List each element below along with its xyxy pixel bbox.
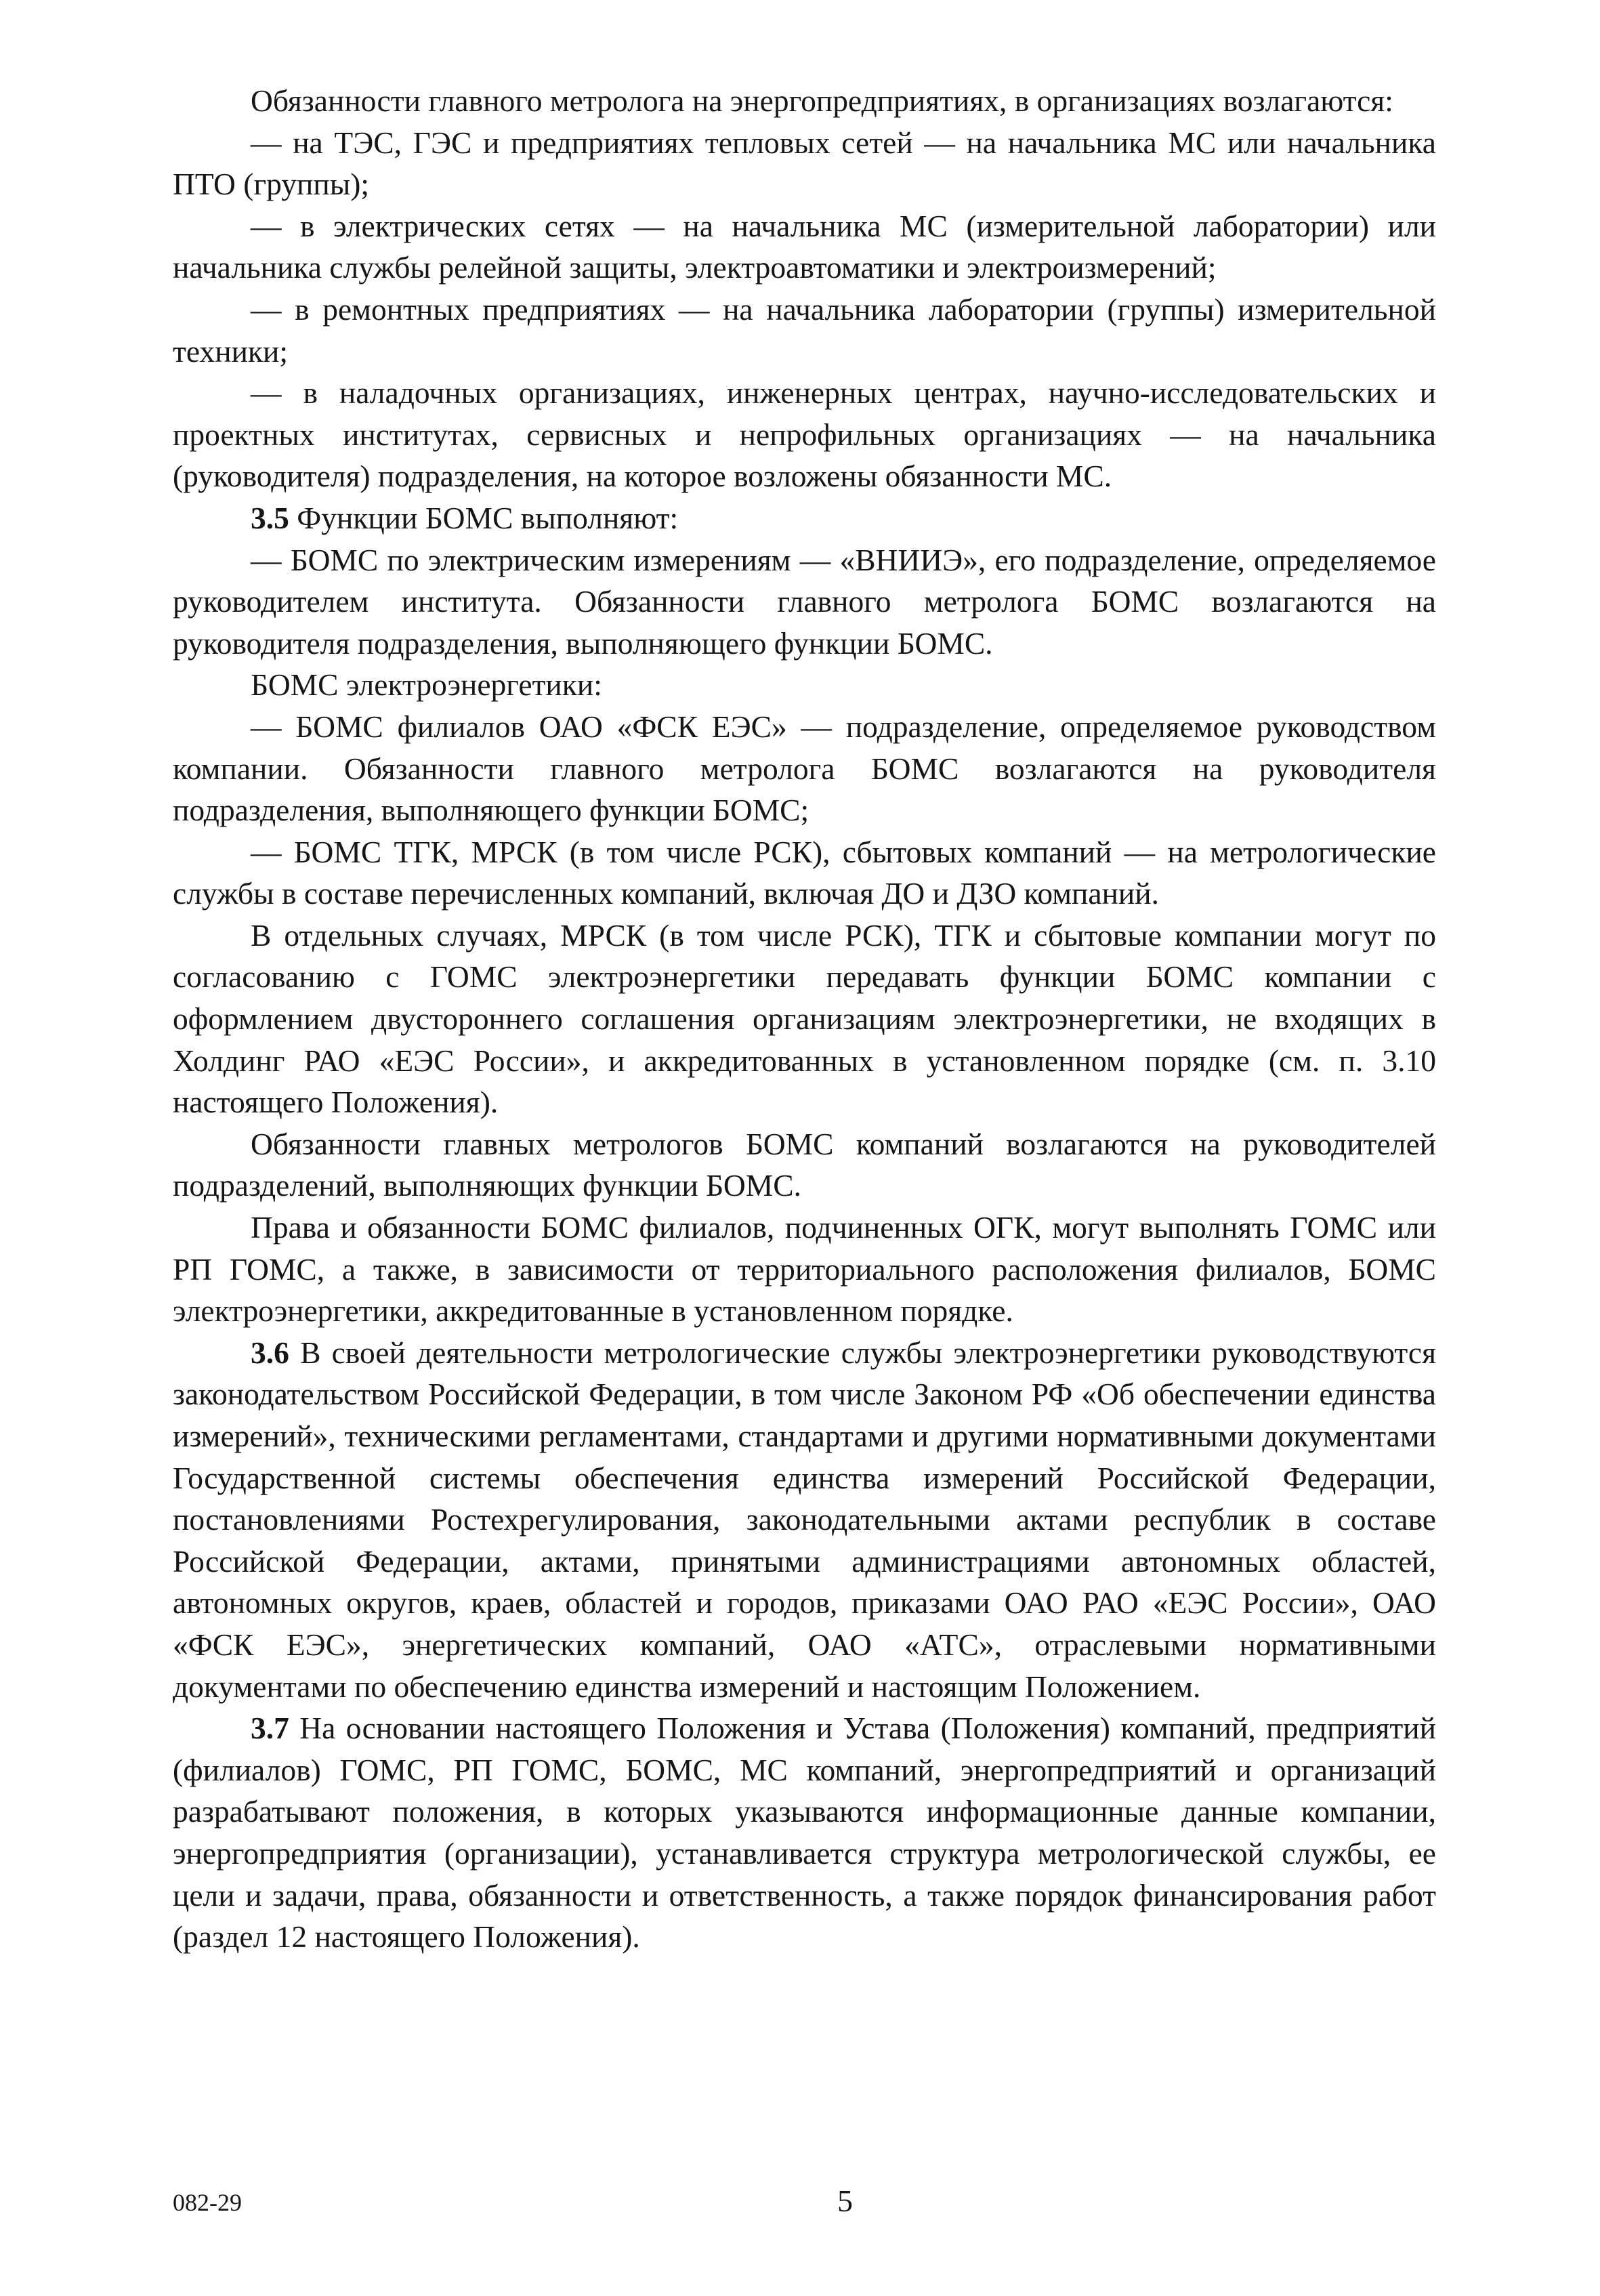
section-number-3-5: 3.5	[251, 500, 289, 535]
section-number-3-6: 3.6	[251, 1335, 289, 1370]
section-text-3-5: Функции БОМС выполняют:	[289, 500, 679, 535]
paragraph-3-7	[173, 1707, 1436, 1958]
paragraph-commissioning-orgs: — в наладочных организациях, инженерных центрах, научно-исследовательских и проектных институтах, сервисных и непрофильных организациях — на начальника (руководителя) подразделения, на которое возложены обязанности МС.	[173, 375, 1436, 494]
paragraph-electric-networks: — в электрических сетях — на начальника МС (измерительной лаборатории) или начальника службы релейной защиты, электроавтоматики и электроизмерений;	[173, 208, 1436, 285]
section-text-3-7: На основании настоящего Положения и Устава (Положения) компаний, предприятий (филиалов) ГОМС, РП ГОМС, БОМС, МС компаний, энергопредприятий и организаций разрабатывают положения, в которых указываются информационные данные компании, энергопредприятия (организации), устанавливается структура метрологической службы, ее цели и задачи, права, обязанности и ответственность, а также порядок финансирования работ (раздел 12 настоящего Положения).	[173, 1711, 1436, 1955]
paragraph-3-5	[173, 497, 1436, 539]
paragraph-bomc-electric-measurements: — БОМС по электрическим измерениям — «ВНИИЭ», его подразделение, определяемое руководителем института. Обязанности главного метролога БОМС возлагаются на руководителя подразделения, выполняющего функции БОМС.	[173, 542, 1436, 661]
paragraph-tes-ges: — на ТЭС, ГЭС и предприятиях тепловых сетей — на начальника МС или начальника ПТО (группы);	[173, 125, 1436, 202]
paragraph-bomc-tgk-mrsk: — БОМС ТГК, МРСК (в том числе РСК), сбытовых компаний — на метрологические службы в составе перечисленных компаний, включая ДО и ДЗО компаний.	[173, 834, 1436, 911]
section-text-3-6: В своей деятельности метрологические службы электроэнергетики руководствуются законодательством Российской Федерации, в том числе Законом РФ «Об обеспечении единства измерений», техническими регламентами, стандартами и другими нормативными документами Государственной системы обеспечения единства измерений Российской Федерации, постановлениями Ростехрегулирования, законодательными актами республик в составе Российской Федерации, актами, принятыми администрациями автономных областей, автономных округов, краев, областей и городов, приказами ОАО РАО «ЕЭС России», ОАО «ФСК ЕЭС», энергетических компаний, ОАО «АТС», отраслевыми нормативными документами по обеспечению единства измерений и настоящим Положением.	[173, 1335, 1436, 1704]
document-code: 082-29	[173, 2189, 242, 2216]
page-number: 5	[837, 2184, 853, 2218]
paragraph-repair-enterprises: — в ремонтных предприятиях — на начальника лаборатории (группы) измерительной техники;	[173, 291, 1436, 369]
paragraph-intro: Обязанности главного метролога на энергопредприятиях, в организациях возлагаются:	[251, 83, 1393, 118]
paragraph-bomc-fsk: — БОМС филиалов ОАО «ФСК ЕЭС» — подразделение, определяемое руководством компании. Обязанности главного метролога БОМС возлагаются на руководителя подразделения, выполняющего функции БОМС;	[173, 709, 1436, 828]
paragraph-bomc-power-industry: БОМС электроэнергетики:	[251, 667, 602, 703]
paragraph-3-6	[173, 1332, 1436, 1707]
paragraph-chief-metrologists: Обязанности главных метрологов БОМС компаний возлагаются на руководителей подразделений, выполняющих функции БОМС.	[173, 1126, 1436, 1203]
document-body	[173, 80, 1436, 1958]
section-number-3-7: 3.7	[251, 1711, 289, 1746]
paragraph-ogk-branches: Права и обязанности БОМС филиалов, подчиненных ОГК, могут выполнять ГОМС или РП ГОМС, а также, в зависимости от территориального расположения филиалов, БОМС электроэнергетики, аккредитованные в установленном порядке.	[173, 1210, 1436, 1329]
paragraph-special-cases: В отдельных случаях, МРСК (в том числе РСК), ТГК и сбытовые компании могут по согласованию с ГОМС электроэнергетики передавать функции БОМС компании с оформлением двустороннего соглашения организациям электроэнергетики, не входящих в Холдинг РАО «ЕЭС России», и аккредитованных в установленном порядке (см. п. 3.10 настоящего Положения).	[173, 917, 1436, 1120]
